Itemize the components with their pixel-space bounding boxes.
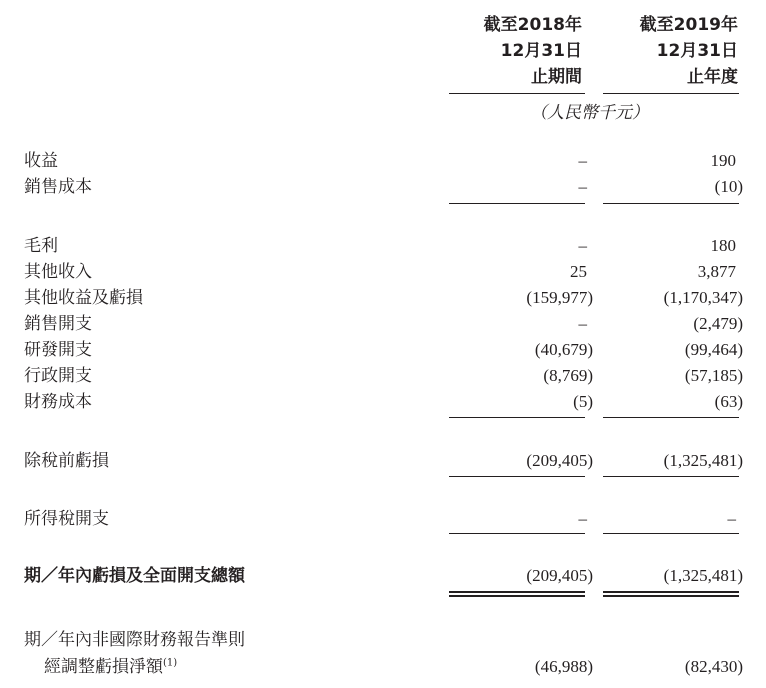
row-value-2018: (209,405) <box>526 451 593 470</box>
row-label: 毛利 <box>24 236 58 256</box>
subtotal-rule-2018 <box>449 476 585 477</box>
column-header-2018-line3: 止期間 <box>531 67 582 87</box>
row-value-2019: – <box>727 509 736 528</box>
subtotal-rule-2018 <box>449 417 585 418</box>
row-label: 其他收益及虧損 <box>24 288 143 308</box>
row-value-2018: – <box>578 151 587 170</box>
column-header-2019-line2: 12月31日 <box>656 41 738 61</box>
row-value-2018: (40,679) <box>534 340 593 359</box>
row-value-2018: 25 <box>570 262 587 281</box>
row-label: 行政開支 <box>24 366 92 386</box>
row-value-2019: 190 <box>710 151 736 170</box>
row-value-2018: – <box>578 509 587 528</box>
row-value-2019: (99,464) <box>684 340 743 359</box>
row-value-2019: 3,877 <box>697 262 736 281</box>
row-label: 銷售成本 <box>24 177 92 197</box>
column-header-2018-line2: 12月31日 <box>500 41 582 61</box>
row-label-text: 經調整虧損淨額 <box>44 657 163 677</box>
row-value-2018: (8,769) <box>543 366 593 385</box>
row-value-2018: – <box>578 236 587 255</box>
row-value-2019: (2,479) <box>693 314 743 333</box>
row-label: 收益 <box>24 151 58 171</box>
total-double-rule-2018 <box>449 591 585 597</box>
row-label: 銷售開支 <box>24 314 92 334</box>
row-value-2018: (46,988) <box>534 657 593 676</box>
column-header-2019 <box>596 12 738 90</box>
subtotal-rule-2019 <box>603 203 739 204</box>
column-header-2019-line3: 止年度 <box>687 67 738 87</box>
row-label: 所得稅開支 <box>24 509 109 529</box>
row-label: 其他收入 <box>24 262 92 282</box>
row-value-2019-total: (1,325,481) <box>663 566 743 585</box>
row-value-2019: (63) <box>714 392 743 411</box>
row-value-2018: (5) <box>573 392 593 411</box>
row-label: 期／年內非國際財務報告準則 <box>24 630 245 650</box>
row-value-2018: – <box>578 314 587 333</box>
header-rule-2019 <box>603 93 739 94</box>
subtotal-rule-2018 <box>449 203 585 204</box>
column-header-2019-line1: 截至2019年 <box>639 15 738 35</box>
column-header-2018 <box>440 12 582 90</box>
footnote-marker: (1) <box>163 657 178 669</box>
row-label: 除稅前虧損 <box>24 451 109 471</box>
row-label: 研發開支 <box>24 340 92 360</box>
row-label: 財務成本 <box>24 392 92 412</box>
subtotal-rule-2019 <box>603 417 739 418</box>
column-header-2018-line1: 截至2018年 <box>483 15 582 35</box>
row-value-2019: (57,185) <box>684 366 743 385</box>
row-value-2019: (1,170,347) <box>663 288 743 307</box>
row-value-2019: 180 <box>710 236 736 255</box>
row-value-2019: (82,430) <box>684 657 743 676</box>
total-double-rule-2019 <box>603 591 739 597</box>
row-value-2019: (1,325,481) <box>663 451 743 470</box>
row-label-adjusted-loss <box>44 654 177 680</box>
row-value-2018: – <box>578 177 587 196</box>
row-value-2019: (10) <box>714 177 743 196</box>
row-value-2018: (159,977) <box>526 288 593 307</box>
header-rule-2018 <box>449 93 585 94</box>
subtotal-rule-2019 <box>603 476 739 477</box>
row-label-total: 期／年內虧損及全面開支總額 <box>24 566 245 586</box>
subtotal-rule-2018 <box>449 533 585 534</box>
unit-label: （人民幣千元） <box>530 103 649 123</box>
subtotal-rule-2019 <box>603 533 739 534</box>
row-value-2018-total: (209,405) <box>526 566 593 585</box>
